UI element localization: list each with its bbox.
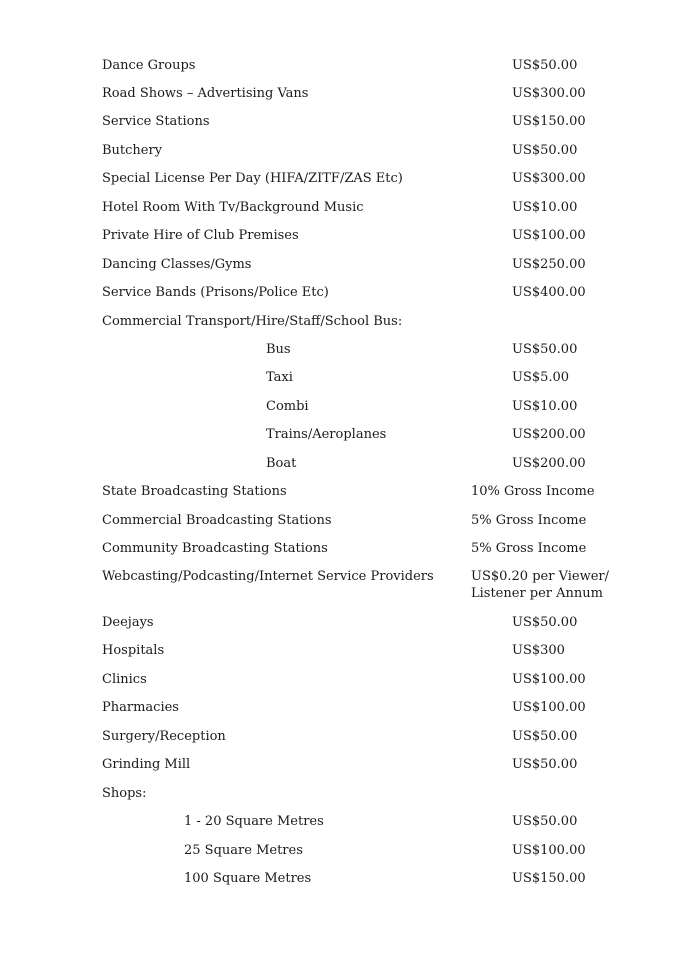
- fee-value: US$10.00: [512, 399, 578, 414]
- fee-value-line-2: Listener per Annum: [471, 586, 603, 601]
- section-heading-transport: Commercial Transport/Hire/Staff/School Bus:: [102, 314, 403, 329]
- fee-row: [0, 728, 678, 748]
- fee-row: [0, 199, 678, 219]
- fee-label: Commercial Broadcasting Stations: [102, 513, 332, 528]
- fee-label: Hospitals: [102, 643, 165, 658]
- fee-value: US$50.00: [512, 342, 578, 357]
- fee-label: Boat: [266, 456, 297, 471]
- fee-label: Community Broadcasting Stations: [102, 541, 328, 556]
- fee-value: US$150.00: [512, 114, 586, 129]
- fee-label: Dance Groups: [102, 58, 196, 73]
- fee-value: US$300.00: [512, 86, 586, 101]
- fee-row: [0, 568, 678, 606]
- fee-value: US$200.00: [512, 427, 586, 442]
- fee-value: US$50.00: [512, 814, 578, 829]
- fee-row: [0, 57, 678, 77]
- fee-value: US$300.00: [512, 171, 586, 186]
- fee-value: US$50.00: [512, 729, 578, 744]
- fee-value: US$50.00: [512, 615, 578, 630]
- fee-value: US$100.00: [512, 228, 586, 243]
- fee-value: US$50.00: [512, 757, 578, 772]
- fee-value: US$400.00: [512, 285, 586, 300]
- fee-row: [0, 870, 678, 890]
- fee-row: [0, 540, 678, 560]
- fee-label: Deejays: [102, 615, 154, 630]
- fee-row: [0, 227, 678, 247]
- fee-label: Grinding Mill: [102, 757, 191, 772]
- fee-row: [0, 842, 678, 862]
- fee-label: Surgery/Reception: [102, 729, 226, 744]
- fee-row: [0, 170, 678, 190]
- fee-row: [0, 699, 678, 719]
- fee-value: 10% Gross Income: [471, 484, 595, 499]
- fee-value: US$100.00: [512, 672, 586, 687]
- fee-value: 5% Gross Income: [471, 513, 587, 528]
- fee-label: Pharmacies: [102, 700, 179, 715]
- fee-row: [0, 512, 678, 532]
- fee-row: [0, 113, 678, 133]
- fee-row: [0, 756, 678, 776]
- fee-row: [0, 284, 678, 304]
- fee-row: [0, 85, 678, 105]
- fee-value: US$100.00: [512, 843, 586, 858]
- fee-section-heading: [0, 313, 678, 333]
- fee-value: US$50.00: [512, 143, 578, 158]
- fee-value: US$250.00: [512, 257, 586, 272]
- fee-row: [0, 671, 678, 691]
- fee-label: Bus: [266, 342, 291, 357]
- fee-value: US$5.00: [512, 370, 570, 385]
- fee-row: [0, 142, 678, 162]
- fee-label: Dancing Classes/Gyms: [102, 257, 252, 272]
- fee-label: 1 - 20 Square Metres: [184, 814, 324, 829]
- fee-row: [0, 341, 678, 361]
- fee-label: Service Bands (Prisons/Police Etc): [102, 285, 329, 300]
- fee-row: [0, 483, 678, 503]
- fee-value: US$50.00: [512, 58, 578, 73]
- fee-label: Hotel Room With Tv/Background Music: [102, 200, 364, 215]
- fee-label: 100 Square Metres: [184, 871, 312, 886]
- fee-label: Combi: [266, 399, 309, 414]
- fee-label: Butchery: [102, 143, 163, 158]
- fee-value: US$10.00: [512, 200, 578, 215]
- fee-label: Taxi: [266, 370, 293, 385]
- fee-section-heading: [0, 785, 678, 805]
- fee-label: 25 Square Metres: [184, 843, 303, 858]
- fee-label: Clinics: [102, 672, 147, 687]
- fee-value: 5% Gross Income: [471, 541, 587, 556]
- fee-value: US$300: [512, 643, 565, 658]
- fee-row: [0, 256, 678, 276]
- fee-value: [471, 568, 631, 602]
- fee-value: US$100.00: [512, 700, 586, 715]
- fee-label: State Broadcasting Stations: [102, 484, 287, 499]
- section-heading-shops: Shops:: [102, 786, 147, 801]
- fee-label: Webcasting/Podcasting/Internet Service Providers: [102, 569, 434, 584]
- fee-row: [0, 369, 678, 389]
- fee-row: [0, 642, 678, 662]
- fee-label: Service Stations: [102, 114, 210, 129]
- fee-label: Trains/Aeroplanes: [266, 427, 387, 442]
- fee-row: [0, 398, 678, 418]
- fee-row: [0, 426, 678, 446]
- fee-label: Special License Per Day (HIFA/ZITF/ZAS Etc): [102, 171, 403, 186]
- fee-label: Private Hire of Club Premises: [102, 228, 299, 243]
- fee-label: Road Shows – Advertising Vans: [102, 86, 309, 101]
- fee-row: [0, 813, 678, 833]
- fee-row: [0, 614, 678, 634]
- fee-value: US$150.00: [512, 871, 586, 886]
- fee-row: [0, 455, 678, 475]
- fee-value-line-1: US$0.20 per Viewer/: [471, 569, 609, 584]
- fee-value: US$200.00: [512, 456, 586, 471]
